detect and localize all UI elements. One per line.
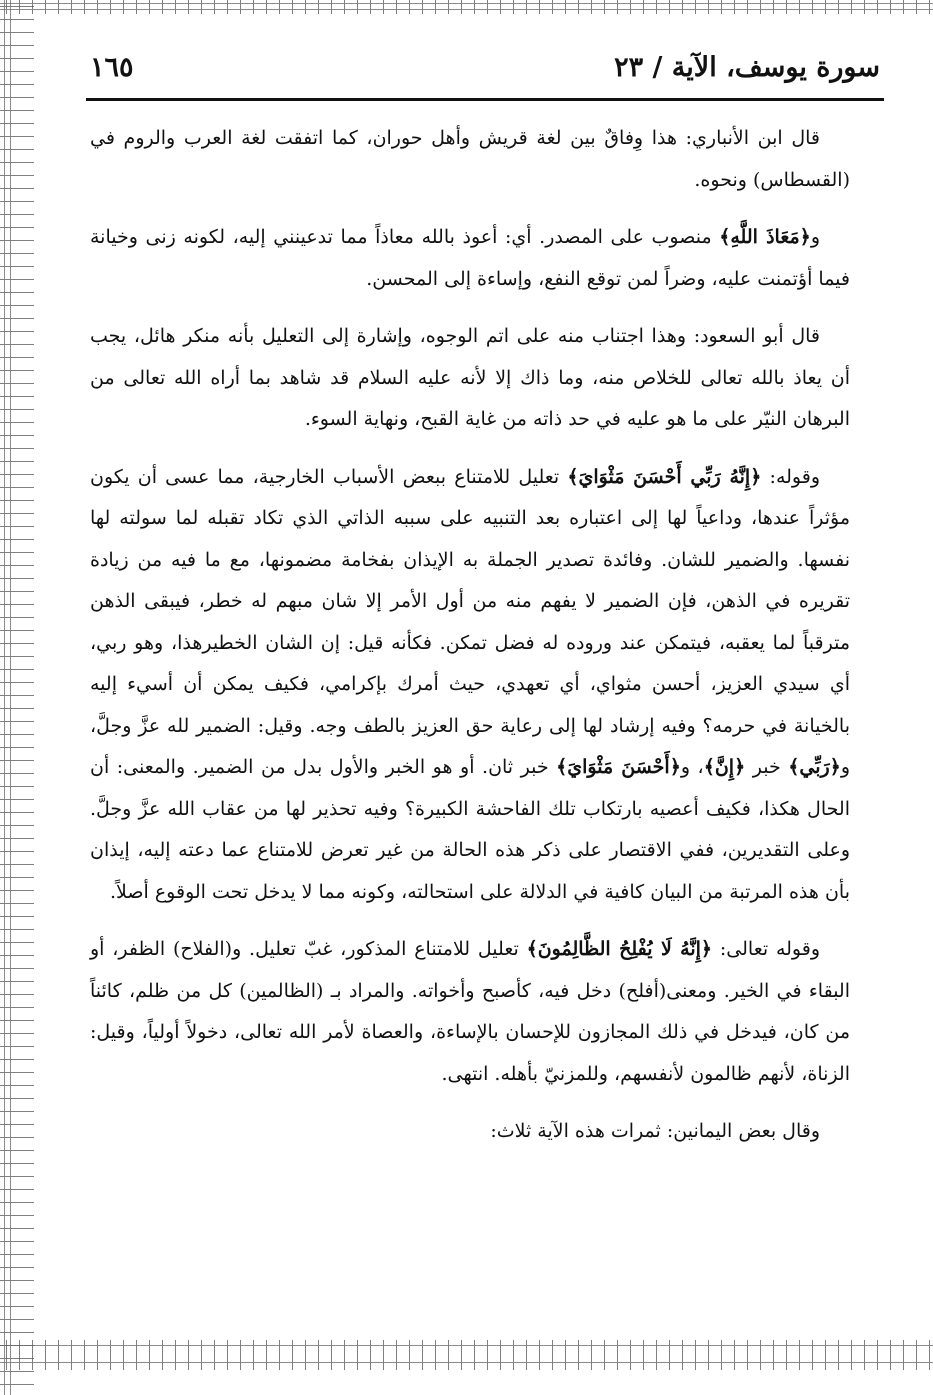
text-run: قال ابن الأنباري: هذا وِفاقٌ بين لغة قريش وأهل حوران، كما اتفقت لغة العرب والروم في (القسطاس) ونحوه. <box>90 127 850 191</box>
paragraph <box>90 118 850 201</box>
text-run: خبر <box>745 756 789 778</box>
header-rule <box>86 98 884 101</box>
page-number: ١٦٥ <box>90 52 134 83</box>
quran-quote: ﴿إِنَّ﴾ <box>703 756 746 778</box>
quran-quote: ﴿مَعَاذَ اللَّهِ﴾ <box>719 226 811 248</box>
text-run: و <box>810 226 821 248</box>
text-run: وقال بعض اليمانين: ثمرات هذه الآية ثلاث: <box>490 1120 820 1142</box>
paragraph <box>90 217 850 300</box>
text-run: قال أبو السعود: وهذا اجتناب منه على اتم الوجوه، وإشارة إلى التعليل بأنه منكر هائل، يجب أن يعاذ بالله تعالى للخلاص منه، وما ذاك إلا لأنه عليه السلام قد شاهد بما أراه الله تعالى من البرهان النيّر على ما هو عليه في حد ذاته من غاية القبح، ونهاية السوء. <box>90 325 850 430</box>
text-run: وقوله تعالى: <box>712 938 821 960</box>
decorative-border-bottom <box>0 1340 933 1370</box>
page-header <box>90 52 880 98</box>
paragraph <box>90 929 850 1095</box>
quran-quote: ﴿إِنَّهُ رَبِّي أَحْسَنَ مَثْوَايَ﴾ <box>567 465 762 488</box>
text-run: وقوله: <box>761 465 820 488</box>
running-head: سورة يوسف، الآية / ٢٣ <box>614 52 880 83</box>
quran-quote: ﴿أَحْسَنَ مَثْوَايَ﴾ <box>556 756 681 778</box>
decorative-border-left <box>0 0 34 1395</box>
text-run: منصوب على المصدر. أي: أعوذ بالله معاذاً مما تدعينني إليه، لكونه زنى وخيانة فيما أؤتمنت عليه، وضراً لمن توقع النفع، وإساءة إلى المحسن. <box>90 226 850 290</box>
quran-quote: ﴿رَبِّي﴾ <box>788 756 841 778</box>
text-run: خبر ثان. أو هو الخبر والأول بدل من الضمير. والمعنى: أن الحال هكذا، فكيف أعصيه بارتكاب تلك الفاحشة الكبيرة؟ وفيه تحذير لها من عقاب الله عزَّ وجلَّ. وعلى التقديرين، ففي الاقتصار على ذكر هذه الحالة من غير تعرض للامتناع عما دعته إليه، إيذان بأن هذه المرتبة من البيان كافية في الدلالة على استحالته، وكونه مما لا يدخل تحت الوقوع أصلاً. <box>90 756 850 903</box>
text-run: ، و <box>680 756 704 778</box>
text-run: تعليل للامتناع المذكور، غبّ تعليل. و(الفلاح) الظفر، أو البقاء في الخير. ومعنى(أفلح) دخل فيه، كأصبح وأخواته. والمراد بـ (الظالمين) كل من ظلم، كائناً من كان، فيدخل في ذلك المجازون للإحسان بالإساءة، والعصاة لأمر الله تعالى، دخولاً أولياً، وقيل: الزناة، لأنهم ظالمون لأنفسهم، وللمزنيّ بأهله. انتهى. <box>90 938 850 1085</box>
paragraph <box>90 316 850 441</box>
paragraph <box>90 1111 850 1153</box>
text-run: تعليل للامتناع ببعض الأسباب الخارجية، مما عسى أن يكون مؤثراً عندها، وداعياً لها إلى اعتباره بعد التنبيه على سببه الذاتي الذي تكاد تقبله لما سولته لها نفسها. والضمير للشان. وفائدة تصدير الجملة به الإيذان بفخامة مضمونها، مع ما فيه من زيادة تقريره في الذهن، فإن الضمير لا يفهم منه من أول الأمر إلا شان مبهم له خطر، فيبقى الذهن مترقباً لما يعقبه، فيتمكن عند وروده له فضل تمكن. فكأنه قيل: إن الشان الخطيرهذا، وهو ربي، أي سيدي العزيز، أحسن مثواي، أي تعهدي، حيث أمرك بإكرامي، فكيف يمكن أن أسيء إليه بالخيانة في حرمه؟ وفيه إرشاد لها إلى رعاية حق العزيز بالطف وجه. وقيل: الضمير لله عزَّ وجلَّ، و <box>90 465 851 778</box>
decorative-border-top <box>0 0 933 14</box>
paragraph <box>90 457 850 914</box>
page-body <box>90 118 850 1169</box>
quran-quote: ﴿إِنَّهُ لَا يُفْلِحُ الظَّالِمُونَ﴾ <box>526 938 713 960</box>
